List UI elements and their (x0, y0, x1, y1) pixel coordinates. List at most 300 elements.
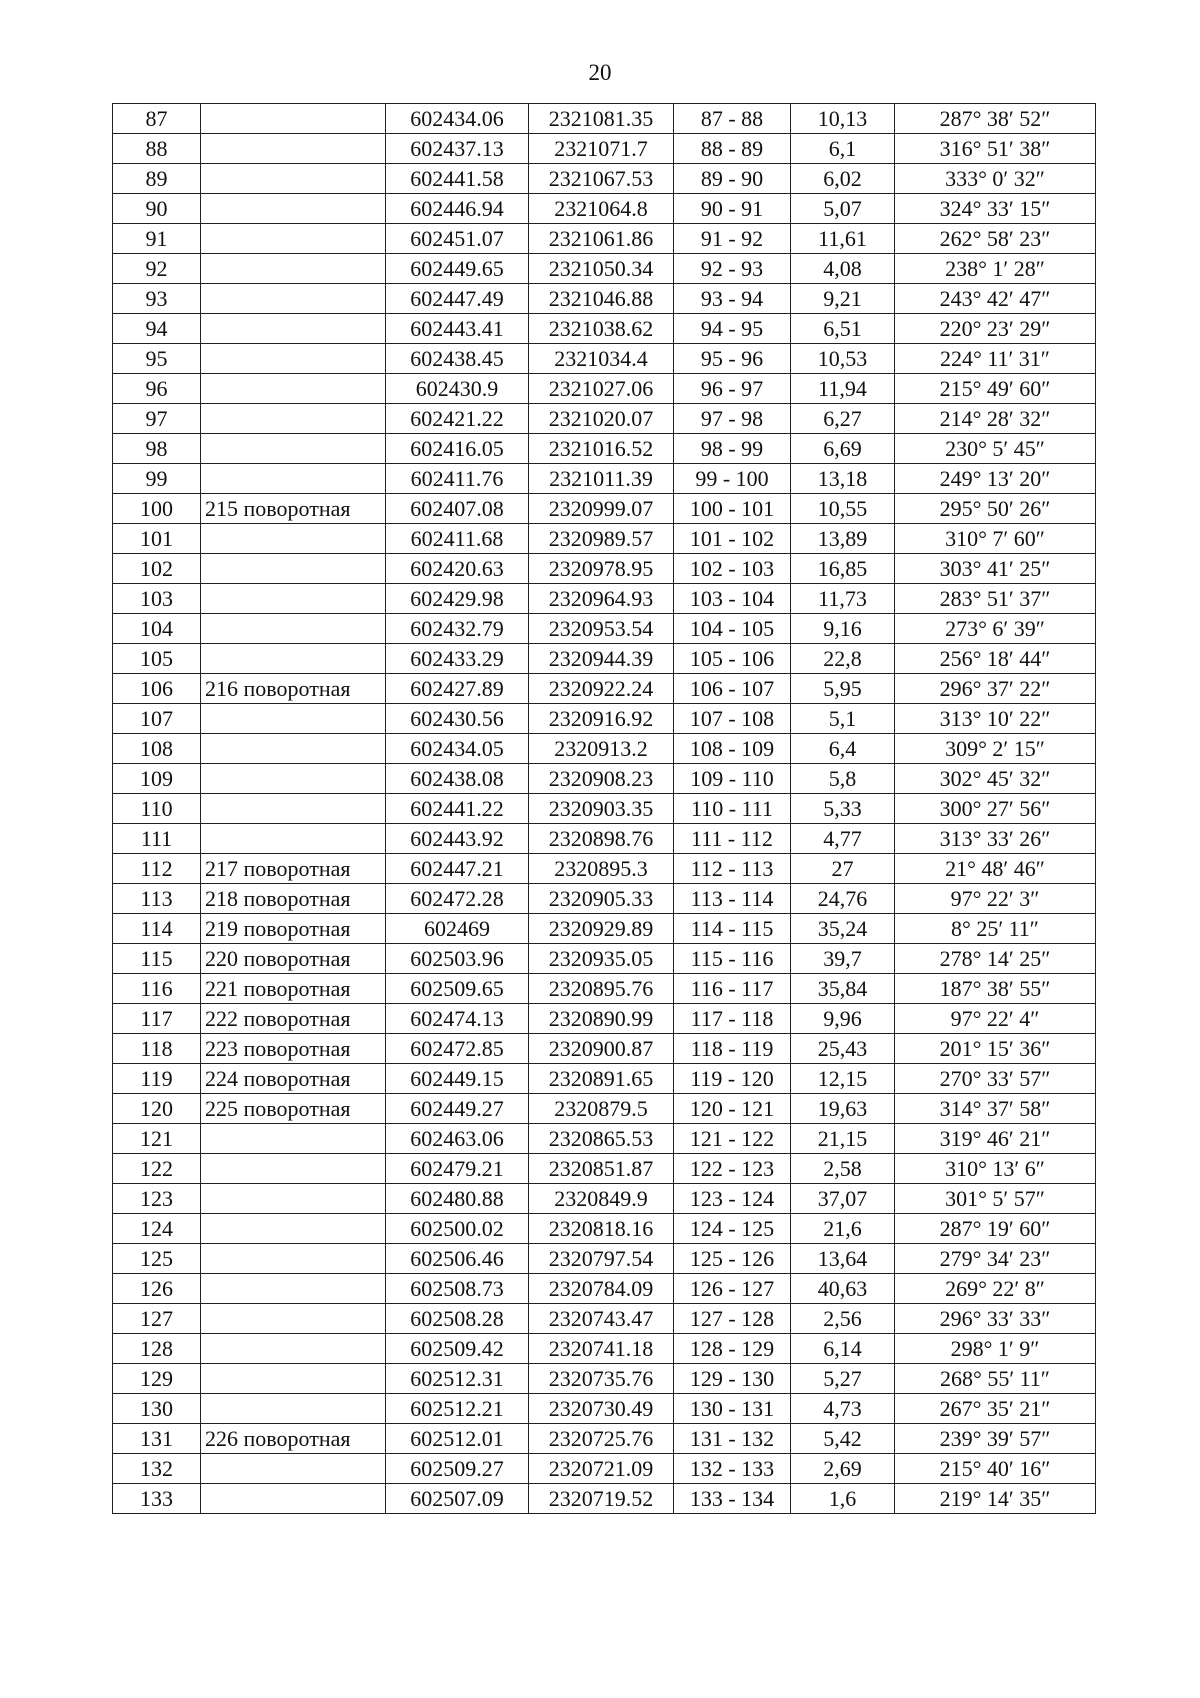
segment-cell: 93 - 94 (674, 284, 791, 314)
azimuth-cell: 270° 33′ 57″ (895, 1064, 1096, 1094)
segment-cell: 128 - 129 (674, 1334, 791, 1364)
table-row (113, 1484, 1096, 1514)
table-row (113, 314, 1096, 344)
azimuth-cell: 310° 13′ 6″ (895, 1154, 1096, 1184)
azimuth-cell: 310° 7′ 60″ (895, 524, 1096, 554)
segment-cell: 111 - 112 (674, 824, 791, 854)
point-number-cell: 102 (113, 554, 201, 584)
point-number-cell: 114 (113, 914, 201, 944)
coord-y-cell: 2321061.86 (529, 224, 674, 254)
coord-x-cell: 602433.29 (386, 644, 529, 674)
coord-x-cell: 602437.13 (386, 134, 529, 164)
coord-x-cell: 602507.09 (386, 1484, 529, 1514)
length-cell: 5,1 (791, 704, 895, 734)
coord-y-cell: 2320903.35 (529, 794, 674, 824)
segment-cell: 108 - 109 (674, 734, 791, 764)
coord-y-cell: 2320851.87 (529, 1154, 674, 1184)
coord-y-cell: 2320725.76 (529, 1424, 674, 1454)
point-number-cell: 132 (113, 1454, 201, 1484)
coord-y-cell: 2320895.3 (529, 854, 674, 884)
coord-y-cell: 2320922.24 (529, 674, 674, 704)
segment-cell: 99 - 100 (674, 464, 791, 494)
coord-y-cell: 2320953.54 (529, 614, 674, 644)
coord-x-cell: 602429.98 (386, 584, 529, 614)
coord-x-cell: 602407.08 (386, 494, 529, 524)
segment-cell: 123 - 124 (674, 1184, 791, 1214)
coord-x-cell: 602474.13 (386, 1004, 529, 1034)
point-number-cell: 91 (113, 224, 201, 254)
segment-cell: 132 - 133 (674, 1454, 791, 1484)
coord-y-cell: 2320879.5 (529, 1094, 674, 1124)
coord-y-cell: 2321038.62 (529, 314, 674, 344)
azimuth-cell: 215° 49′ 60″ (895, 374, 1096, 404)
coord-x-cell: 602446.94 (386, 194, 529, 224)
coord-y-cell: 2321046.88 (529, 284, 674, 314)
table-row (113, 1124, 1096, 1154)
point-type-cell (201, 1184, 386, 1214)
coord-y-cell: 2320944.39 (529, 644, 674, 674)
table-row (113, 734, 1096, 764)
point-type-cell (201, 194, 386, 224)
length-cell: 21,15 (791, 1124, 895, 1154)
coord-y-cell: 2321027.06 (529, 374, 674, 404)
coord-x-cell: 602449.27 (386, 1094, 529, 1124)
segment-cell: 97 - 98 (674, 404, 791, 434)
coord-y-cell: 2320908.23 (529, 764, 674, 794)
length-cell: 39,7 (791, 944, 895, 974)
length-cell: 19,63 (791, 1094, 895, 1124)
point-type-cell (201, 464, 386, 494)
point-number-cell: 100 (113, 494, 201, 524)
point-type-cell (201, 404, 386, 434)
point-number-cell: 117 (113, 1004, 201, 1034)
point-type-cell: 226 поворотная (201, 1424, 386, 1454)
table-row (113, 1274, 1096, 1304)
point-number-cell: 107 (113, 704, 201, 734)
coord-y-cell: 2320721.09 (529, 1454, 674, 1484)
length-cell: 6,02 (791, 164, 895, 194)
table-row (113, 1334, 1096, 1364)
coord-y-cell: 2320898.76 (529, 824, 674, 854)
coord-y-cell: 2320978.95 (529, 554, 674, 584)
length-cell: 24,76 (791, 884, 895, 914)
point-number-cell: 111 (113, 824, 201, 854)
segment-cell: 113 - 114 (674, 884, 791, 914)
segment-cell: 96 - 97 (674, 374, 791, 404)
table-row (113, 194, 1096, 224)
azimuth-cell: 313° 33′ 26″ (895, 824, 1096, 854)
coord-y-cell: 2320999.07 (529, 494, 674, 524)
azimuth-cell: 279° 34′ 23″ (895, 1244, 1096, 1274)
point-type-cell (201, 1274, 386, 1304)
length-cell: 9,21 (791, 284, 895, 314)
azimuth-cell: 215° 40′ 16″ (895, 1454, 1096, 1484)
coord-x-cell: 602416.05 (386, 434, 529, 464)
length-cell: 13,89 (791, 524, 895, 554)
coord-y-cell: 2321016.52 (529, 434, 674, 464)
table-row (113, 974, 1096, 1004)
point-type-cell (201, 1244, 386, 1274)
length-cell: 4,77 (791, 824, 895, 854)
length-cell: 4,08 (791, 254, 895, 284)
point-number-cell: 115 (113, 944, 201, 974)
coord-x-cell: 602508.73 (386, 1274, 529, 1304)
azimuth-cell: 309° 2′ 15″ (895, 734, 1096, 764)
point-number-cell: 119 (113, 1064, 201, 1094)
point-type-cell (201, 734, 386, 764)
point-type-cell (201, 254, 386, 284)
table-row (113, 1214, 1096, 1244)
segment-cell: 91 - 92 (674, 224, 791, 254)
table-row (113, 614, 1096, 644)
point-type-cell (201, 1484, 386, 1514)
segment-cell: 120 - 121 (674, 1094, 791, 1124)
coord-y-cell: 2320913.2 (529, 734, 674, 764)
coord-y-cell: 2320741.18 (529, 1334, 674, 1364)
coord-x-cell: 602447.21 (386, 854, 529, 884)
azimuth-cell: 324° 33′ 15″ (895, 194, 1096, 224)
point-number-cell: 96 (113, 374, 201, 404)
azimuth-cell: 239° 39′ 57″ (895, 1424, 1096, 1454)
segment-cell: 107 - 108 (674, 704, 791, 734)
coord-y-cell: 2321067.53 (529, 164, 674, 194)
azimuth-cell: 319° 46′ 21″ (895, 1124, 1096, 1154)
length-cell: 35,84 (791, 974, 895, 1004)
table-row (113, 704, 1096, 734)
coord-y-cell: 2321020.07 (529, 404, 674, 434)
length-cell: 6,69 (791, 434, 895, 464)
table-row (113, 1094, 1096, 1124)
azimuth-cell: 278° 14′ 25″ (895, 944, 1096, 974)
length-cell: 9,16 (791, 614, 895, 644)
length-cell: 40,63 (791, 1274, 895, 1304)
point-type-cell: 217 поворотная (201, 854, 386, 884)
coord-y-cell: 2321064.8 (529, 194, 674, 224)
coord-x-cell: 602509.42 (386, 1334, 529, 1364)
point-type-cell (201, 1394, 386, 1424)
azimuth-cell: 187° 38′ 55″ (895, 974, 1096, 1004)
coord-x-cell: 602434.06 (386, 104, 529, 134)
table-row (113, 914, 1096, 944)
coord-y-cell: 2321071.7 (529, 134, 674, 164)
table-row (113, 1364, 1096, 1394)
point-type-cell: 216 поворотная (201, 674, 386, 704)
point-number-cell: 123 (113, 1184, 201, 1214)
table-row (113, 584, 1096, 614)
point-number-cell: 129 (113, 1364, 201, 1394)
point-number-cell: 113 (113, 884, 201, 914)
point-number-cell: 128 (113, 1334, 201, 1364)
coord-y-cell: 2320735.76 (529, 1364, 674, 1394)
point-number-cell: 124 (113, 1214, 201, 1244)
point-type-cell (201, 134, 386, 164)
table-row (113, 404, 1096, 434)
table-row (113, 554, 1096, 584)
azimuth-cell: 287° 38′ 52″ (895, 104, 1096, 134)
azimuth-cell: 97° 22′ 4″ (895, 1004, 1096, 1034)
length-cell: 6,51 (791, 314, 895, 344)
segment-cell: 109 - 110 (674, 764, 791, 794)
table-row (113, 164, 1096, 194)
table-row (113, 1394, 1096, 1424)
point-type-cell: 222 поворотная (201, 1004, 386, 1034)
point-type-cell (201, 704, 386, 734)
coord-y-cell: 2320730.49 (529, 1394, 674, 1424)
table-row (113, 374, 1096, 404)
coord-x-cell: 602430.9 (386, 374, 529, 404)
table-row (113, 1184, 1096, 1214)
coord-x-cell: 602443.92 (386, 824, 529, 854)
point-type-cell (201, 1214, 386, 1244)
table-row (113, 794, 1096, 824)
coord-y-cell: 2321081.35 (529, 104, 674, 134)
coord-x-cell: 602512.01 (386, 1424, 529, 1454)
azimuth-cell: 302° 45′ 32″ (895, 764, 1096, 794)
point-type-cell (201, 1454, 386, 1484)
table-row (113, 1424, 1096, 1454)
coord-x-cell: 602447.49 (386, 284, 529, 314)
coordinates-table (112, 103, 1096, 1514)
segment-cell: 131 - 132 (674, 1424, 791, 1454)
coord-y-cell: 2321011.39 (529, 464, 674, 494)
coord-y-cell: 2320865.53 (529, 1124, 674, 1154)
length-cell: 5,95 (791, 674, 895, 704)
coord-x-cell: 602463.06 (386, 1124, 529, 1154)
point-number-cell: 99 (113, 464, 201, 494)
coord-x-cell: 602421.22 (386, 404, 529, 434)
table-row (113, 134, 1096, 164)
coord-y-cell: 2320989.57 (529, 524, 674, 554)
point-number-cell: 106 (113, 674, 201, 704)
azimuth-cell: 287° 19′ 60″ (895, 1214, 1096, 1244)
segment-cell: 127 - 128 (674, 1304, 791, 1334)
length-cell: 5,33 (791, 794, 895, 824)
table-row (113, 764, 1096, 794)
length-cell: 37,07 (791, 1184, 895, 1214)
segment-cell: 87 - 88 (674, 104, 791, 134)
length-cell: 6,14 (791, 1334, 895, 1364)
point-number-cell: 88 (113, 134, 201, 164)
length-cell: 9,96 (791, 1004, 895, 1034)
coord-y-cell: 2320818.16 (529, 1214, 674, 1244)
point-type-cell (201, 614, 386, 644)
length-cell: 2,58 (791, 1154, 895, 1184)
length-cell: 6,27 (791, 404, 895, 434)
point-number-cell: 89 (113, 164, 201, 194)
segment-cell: 110 - 111 (674, 794, 791, 824)
length-cell: 11,61 (791, 224, 895, 254)
coord-y-cell: 2320891.65 (529, 1064, 674, 1094)
segment-cell: 122 - 123 (674, 1154, 791, 1184)
point-type-cell (201, 224, 386, 254)
segment-cell: 125 - 126 (674, 1244, 791, 1274)
point-type-cell (201, 1364, 386, 1394)
point-number-cell: 103 (113, 584, 201, 614)
table-row (113, 884, 1096, 914)
length-cell: 13,64 (791, 1244, 895, 1274)
coord-y-cell: 2320743.47 (529, 1304, 674, 1334)
point-number-cell: 130 (113, 1394, 201, 1424)
table-row (113, 254, 1096, 284)
point-type-cell (201, 1154, 386, 1184)
point-number-cell: 87 (113, 104, 201, 134)
point-type-cell (201, 584, 386, 614)
segment-cell: 126 - 127 (674, 1274, 791, 1304)
point-number-cell: 101 (113, 524, 201, 554)
azimuth-cell: 298° 1′ 9″ (895, 1334, 1096, 1364)
length-cell: 6,4 (791, 734, 895, 764)
coord-y-cell: 2320784.09 (529, 1274, 674, 1304)
point-number-cell: 131 (113, 1424, 201, 1454)
segment-cell: 129 - 130 (674, 1364, 791, 1394)
length-cell: 10,55 (791, 494, 895, 524)
point-type-cell (201, 434, 386, 464)
segment-cell: 133 - 134 (674, 1484, 791, 1514)
coord-x-cell: 602512.31 (386, 1364, 529, 1394)
azimuth-cell: 230° 5′ 45″ (895, 434, 1096, 464)
point-type-cell (201, 824, 386, 854)
segment-cell: 94 - 95 (674, 314, 791, 344)
coord-x-cell: 602427.89 (386, 674, 529, 704)
coord-y-cell: 2320895.76 (529, 974, 674, 1004)
length-cell: 5,07 (791, 194, 895, 224)
azimuth-cell: 295° 50′ 26″ (895, 494, 1096, 524)
length-cell: 25,43 (791, 1034, 895, 1064)
coord-x-cell: 602509.65 (386, 974, 529, 1004)
coord-x-cell: 602441.58 (386, 164, 529, 194)
azimuth-cell: 238° 1′ 28″ (895, 254, 1096, 284)
point-type-cell: 221 поворотная (201, 974, 386, 1004)
coord-y-cell: 2320890.99 (529, 1004, 674, 1034)
segment-cell: 116 - 117 (674, 974, 791, 1004)
azimuth-cell: 273° 6′ 39″ (895, 614, 1096, 644)
segment-cell: 102 - 103 (674, 554, 791, 584)
point-number-cell: 126 (113, 1274, 201, 1304)
coord-x-cell: 602449.15 (386, 1064, 529, 1094)
coord-x-cell: 602480.88 (386, 1184, 529, 1214)
point-type-cell (201, 644, 386, 674)
azimuth-cell: 268° 55′ 11″ (895, 1364, 1096, 1394)
azimuth-cell: 301° 5′ 57″ (895, 1184, 1096, 1214)
coord-x-cell: 602472.28 (386, 884, 529, 914)
table-row (113, 1004, 1096, 1034)
table-row (113, 1304, 1096, 1334)
point-number-cell: 133 (113, 1484, 201, 1514)
point-number-cell: 112 (113, 854, 201, 884)
coord-x-cell: 602430.56 (386, 704, 529, 734)
coord-x-cell: 602438.45 (386, 344, 529, 374)
length-cell: 4,73 (791, 1394, 895, 1424)
azimuth-cell: 296° 33′ 33″ (895, 1304, 1096, 1334)
point-type-cell (201, 524, 386, 554)
table-row (113, 284, 1096, 314)
table-row (113, 824, 1096, 854)
azimuth-cell: 256° 18′ 44″ (895, 644, 1096, 674)
azimuth-cell: 220° 23′ 29″ (895, 314, 1096, 344)
point-type-cell (201, 764, 386, 794)
segment-cell: 112 - 113 (674, 854, 791, 884)
coord-x-cell: 602451.07 (386, 224, 529, 254)
azimuth-cell: 296° 37′ 22″ (895, 674, 1096, 704)
azimuth-cell: 300° 27′ 56″ (895, 794, 1096, 824)
point-type-cell (201, 794, 386, 824)
azimuth-cell: 303° 41′ 25″ (895, 554, 1096, 584)
table-row (113, 434, 1096, 464)
point-number-cell: 116 (113, 974, 201, 1004)
point-type-cell (201, 284, 386, 314)
point-type-cell (201, 1124, 386, 1154)
length-cell: 21,6 (791, 1214, 895, 1244)
point-number-cell: 105 (113, 644, 201, 674)
azimuth-cell: 316° 51′ 38″ (895, 134, 1096, 164)
point-number-cell: 104 (113, 614, 201, 644)
point-type-cell (201, 554, 386, 584)
point-type-cell: 224 поворотная (201, 1064, 386, 1094)
azimuth-cell: 267° 35′ 21″ (895, 1394, 1096, 1424)
table-row (113, 644, 1096, 674)
point-number-cell: 110 (113, 794, 201, 824)
segment-cell: 92 - 93 (674, 254, 791, 284)
coord-x-cell: 602449.65 (386, 254, 529, 284)
coord-y-cell: 2320849.9 (529, 1184, 674, 1214)
segment-cell: 115 - 116 (674, 944, 791, 974)
point-number-cell: 92 (113, 254, 201, 284)
length-cell: 5,27 (791, 1364, 895, 1394)
length-cell: 11,73 (791, 584, 895, 614)
coord-y-cell: 2321050.34 (529, 254, 674, 284)
point-number-cell: 108 (113, 734, 201, 764)
segment-cell: 119 - 120 (674, 1064, 791, 1094)
segment-cell: 88 - 89 (674, 134, 791, 164)
coord-x-cell: 602438.08 (386, 764, 529, 794)
point-number-cell: 93 (113, 284, 201, 314)
azimuth-cell: 8° 25′ 11″ (895, 914, 1096, 944)
segment-cell: 103 - 104 (674, 584, 791, 614)
length-cell: 1,6 (791, 1484, 895, 1514)
length-cell: 27 (791, 854, 895, 884)
coordinates-table-body (113, 104, 1096, 1514)
coord-x-cell: 602506.46 (386, 1244, 529, 1274)
length-cell: 2,56 (791, 1304, 895, 1334)
coord-y-cell: 2320719.52 (529, 1484, 674, 1514)
segment-cell: 101 - 102 (674, 524, 791, 554)
length-cell: 11,94 (791, 374, 895, 404)
coord-y-cell: 2320929.89 (529, 914, 674, 944)
table-row (113, 1244, 1096, 1274)
point-type-cell (201, 344, 386, 374)
coord-y-cell: 2320964.93 (529, 584, 674, 614)
azimuth-cell: 219° 14′ 35″ (895, 1484, 1096, 1514)
point-type-cell (201, 1304, 386, 1334)
segment-cell: 117 - 118 (674, 1004, 791, 1034)
table-row (113, 1154, 1096, 1184)
azimuth-cell: 224° 11′ 31″ (895, 344, 1096, 374)
segment-cell: 114 - 115 (674, 914, 791, 944)
table-row (113, 224, 1096, 254)
point-number-cell: 94 (113, 314, 201, 344)
coord-x-cell: 602420.63 (386, 554, 529, 584)
azimuth-cell: 283° 51′ 37″ (895, 584, 1096, 614)
coord-x-cell: 602479.21 (386, 1154, 529, 1184)
coord-x-cell: 602432.79 (386, 614, 529, 644)
length-cell: 22,8 (791, 644, 895, 674)
length-cell: 12,15 (791, 1064, 895, 1094)
point-type-cell (201, 1334, 386, 1364)
segment-cell: 106 - 107 (674, 674, 791, 704)
coord-y-cell: 2320900.87 (529, 1034, 674, 1064)
coord-x-cell: 602469 (386, 914, 529, 944)
point-number-cell: 122 (113, 1154, 201, 1184)
